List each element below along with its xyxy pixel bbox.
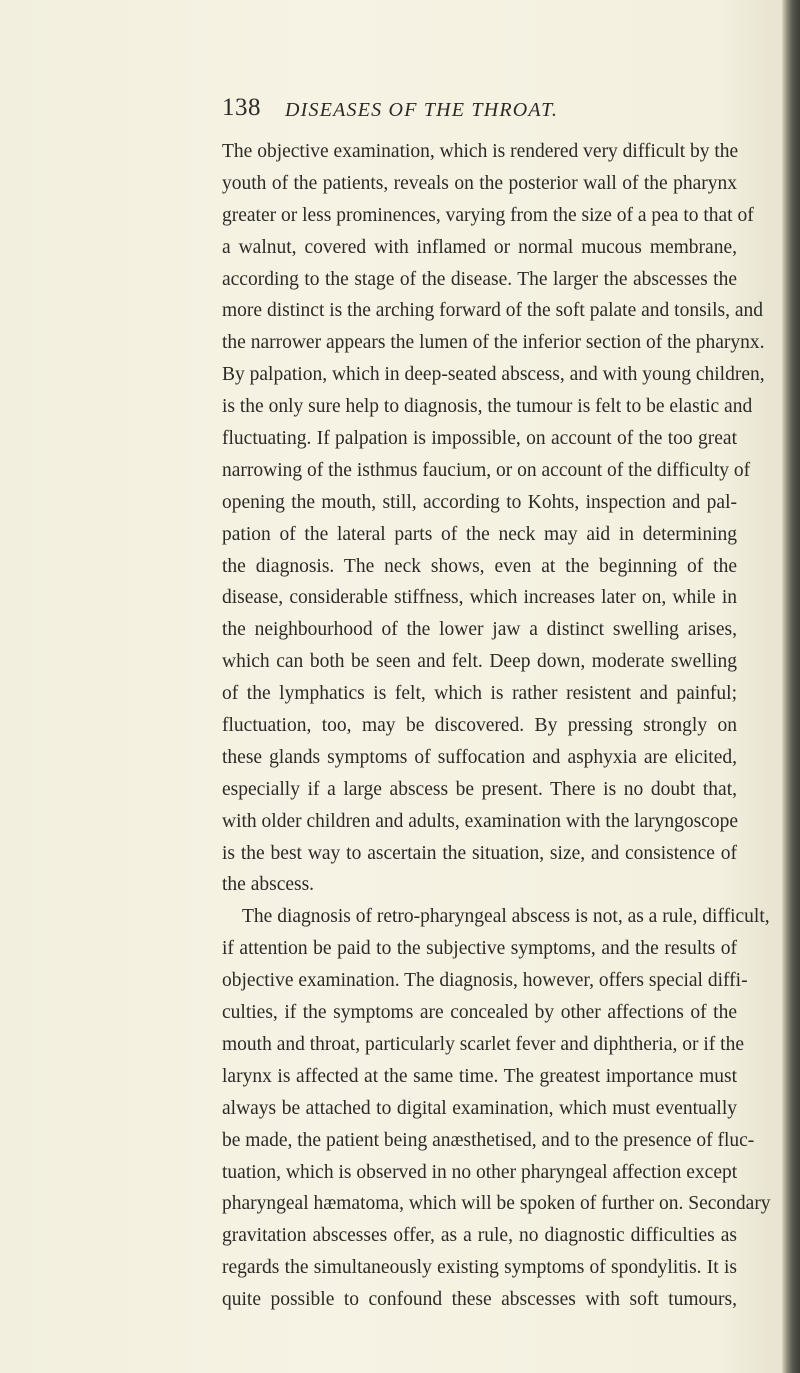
text-line: objective examination. The diagnosis, however, offers special diffi- — [222, 970, 748, 992]
text-line: larynx is affected at the same time. The greatest importance must — [222, 1065, 737, 1087]
text-line: a walnut, covered with inflamed or normal mucous membrane, — [222, 236, 737, 258]
text-line: especially if a large abscess be present. There is no doubt that, — [222, 778, 737, 800]
text-line: fluctuation, too, may be discovered. By pressing strongly on — [222, 715, 737, 737]
text-line: disease, considerable stiffness, which increases later on, while in — [222, 587, 737, 609]
text-line: the neighbourhood of the lower jaw a distinct swelling arises, — [222, 619, 737, 641]
text-line: the diagnosis. The neck shows, even at the beginning of the — [222, 555, 737, 577]
body-text — [222, 136, 771, 1316]
text-line: fluctuating. If palpation is impossible, on account of the too great — [222, 428, 737, 450]
text-line: of the lymphatics is felt, which is rather resistent and painful; — [222, 683, 737, 705]
text-line: is the only sure help to diagnosis, the tumour is felt to be elastic and — [222, 396, 753, 418]
text-line: The objective examination, which is rendered very difficult by the — [222, 141, 739, 162]
text-line: if attention be paid to the subjective symptoms, and the results of — [222, 938, 737, 960]
text-line: mouth and throat, particularly scarlet fever and diphtheria, or if the — [222, 1033, 744, 1055]
page-edge-shadow — [782, 0, 800, 1373]
text-line: according to the stage of the disease. The larger the abscesses the — [222, 268, 737, 290]
text-line: pharyngeal hæmatoma, which will be spoken of further on. Secondary — [222, 1193, 771, 1215]
page-header — [0, 88, 800, 128]
text-line: gravitation abscesses offer, as a rule, no diagnostic difficulties as — [222, 1225, 737, 1247]
text-line: quite possible to confound these abscesses with soft tumours, — [222, 1289, 737, 1311]
text-line: greater or less prominences, varying from the size of a pea to that of — [222, 204, 754, 226]
text-line: with older children and adults, examination with the laryngoscope — [222, 810, 739, 832]
text-line: is the best way to ascertain the situation, size, and consistence of — [222, 842, 737, 864]
text-line: tuation, which is observed in no other pharyngeal affection except — [222, 1161, 738, 1183]
text-line: By palpation, which in deep-seated abscess, and with young children, — [222, 364, 765, 386]
text-line: pation of the lateral parts of the neck may aid in determining — [222, 523, 737, 545]
text-line: regards the simultaneously existing symptoms of spondylitis. It is — [222, 1257, 737, 1279]
page-number: 138 — [222, 94, 261, 121]
text-line: The diagnosis of retro-pharyngeal abscess is not, as a rule, difficult, — [242, 906, 770, 928]
text-line: which can both be seen and felt. Deep down, moderate swelling — [222, 651, 737, 673]
running-head: DISEASES OF THE THROAT. — [285, 99, 559, 121]
text-line: more distinct is the arching forward of the soft palate and tonsils, and — [222, 300, 763, 322]
text-line: youth of the patients, reveals on the posterior wall of the pharynx — [222, 172, 737, 194]
text-line: always be attached to digital examination, which must eventually — [222, 1097, 737, 1119]
text-line: narrowing of the isthmus faucium, or on account of the difficulty of — [222, 459, 751, 481]
text-line: be made, the patient being anæsthetised, and to the presence of fluc- — [222, 1129, 755, 1151]
text-line: the abscess. — [222, 874, 315, 896]
text-line: opening the mouth, still, according to Kohts, inspection and pal- — [222, 491, 737, 513]
text-line: culties, if the symptoms are concealed by other affections of the — [222, 1002, 737, 1024]
text-line: the narrower appears the lumen of the inferior section of the pharynx. — [222, 332, 765, 354]
text-line: these glands symptoms of suffocation and asphyxia are elicited, — [222, 746, 737, 768]
